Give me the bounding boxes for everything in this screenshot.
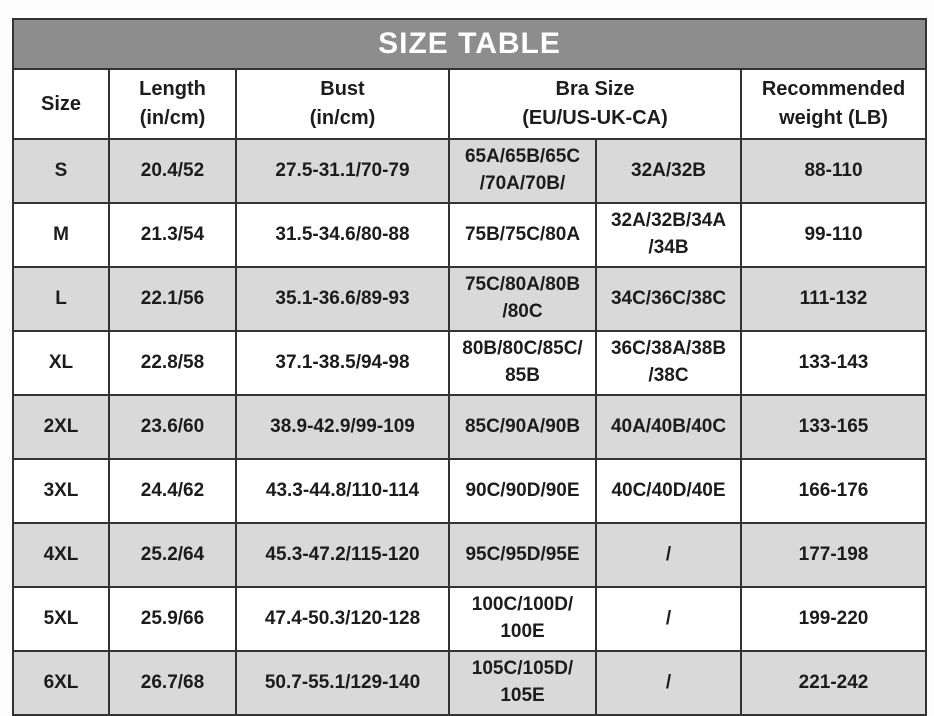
weight-cell: 221-242	[741, 651, 926, 715]
bust-cell: 47.4-50.3/120-128	[236, 587, 449, 651]
title-row	[13, 19, 926, 69]
weight-cell: 133-165	[741, 395, 926, 459]
bra-usukca-cell: /	[596, 587, 741, 651]
bra-eu-cell: 65A/65B/65C /70A/70B/	[449, 139, 596, 203]
col-header-bust-label: Bust	[320, 78, 365, 100]
col-header-bra-label: Bra Size	[555, 78, 635, 100]
length-cell: 26.7/68	[109, 651, 236, 715]
length-cell: 22.8/58	[109, 331, 236, 395]
col-header-bust	[236, 69, 449, 139]
table-row-4xl	[13, 523, 926, 587]
bra-usukca-cell: 32A/32B/34A /34B	[596, 203, 741, 267]
page-title: SIZE TABLE	[13, 19, 926, 69]
table-row-m	[13, 203, 926, 267]
bust-cell: 35.1-36.6/89-93	[236, 267, 449, 331]
size-cell: M	[13, 203, 109, 267]
weight-cell: 177-198	[741, 523, 926, 587]
bust-cell: 27.5-31.1/70-79	[236, 139, 449, 203]
size-cell: 2XL	[13, 395, 109, 459]
bust-cell: 37.1-38.5/94-98	[236, 331, 449, 395]
length-cell: 23.6/60	[109, 395, 236, 459]
bra-usukca-cell: 32A/32B	[596, 139, 741, 203]
length-cell: 21.3/54	[109, 203, 236, 267]
col-header-bust-unit: (in/cm)	[309, 107, 376, 129]
bra-usukca-cell: 40C/40D/40E	[596, 459, 741, 523]
bra-usukca-cell: /	[596, 523, 741, 587]
bra-usukca-cell: /	[596, 651, 741, 715]
col-header-size	[13, 69, 109, 139]
weight-cell: 199-220	[741, 587, 926, 651]
header-row	[13, 69, 926, 139]
bra-eu-cell: 75B/75C/80A	[449, 203, 596, 267]
bra-eu-cell: 95C/95D/95E	[449, 523, 596, 587]
bra-eu-cell: 80B/80C/85C/ 85B	[449, 331, 596, 395]
bust-cell: 45.3-47.2/115-120	[236, 523, 449, 587]
col-header-length-unit: (in/cm)	[139, 107, 206, 129]
bra-eu-cell: 100C/100D/ 100E	[449, 587, 596, 651]
bra-eu-cell: 90C/90D/90E	[449, 459, 596, 523]
col-header-weight-unit: weight (LB)	[779, 107, 888, 129]
weight-cell: 166-176	[741, 459, 926, 523]
bust-cell: 43.3-44.8/110-114	[236, 459, 449, 523]
size-table	[12, 18, 927, 716]
size-cell: 5XL	[13, 587, 109, 651]
table-row-l	[13, 267, 926, 331]
col-header-weight	[741, 69, 926, 139]
bra-eu-cell: 105C/105D/ 105E	[449, 651, 596, 715]
table-row-s	[13, 139, 926, 203]
col-header-bra-unit: (EU/US-UK-CA)	[522, 107, 668, 129]
length-cell: 22.1/56	[109, 267, 236, 331]
bra-usukca-cell: 36C/38A/38B /38C	[596, 331, 741, 395]
length-cell: 25.2/64	[109, 523, 236, 587]
length-cell: 24.4/62	[109, 459, 236, 523]
weight-cell: 99-110	[741, 203, 926, 267]
col-header-bra-size	[449, 69, 741, 139]
table-row-6xl	[13, 651, 926, 715]
bust-cell: 50.7-55.1/129-140	[236, 651, 449, 715]
col-header-weight-label: Recommended	[761, 78, 906, 100]
size-cell: L	[13, 267, 109, 331]
bra-eu-cell: 85C/90A/90B	[449, 395, 596, 459]
weight-cell: 133-143	[741, 331, 926, 395]
bust-cell: 38.9-42.9/99-109	[236, 395, 449, 459]
length-cell: 25.9/66	[109, 587, 236, 651]
table-row-3xl	[13, 459, 926, 523]
bra-eu-cell: 75C/80A/80B /80C	[449, 267, 596, 331]
size-cell: 3XL	[13, 459, 109, 523]
size-cell: XL	[13, 331, 109, 395]
length-cell: 20.4/52	[109, 139, 236, 203]
table-row-2xl	[13, 395, 926, 459]
table-row-xl	[13, 331, 926, 395]
bust-cell: 31.5-34.6/80-88	[236, 203, 449, 267]
weight-cell: 88-110	[741, 139, 926, 203]
bra-usukca-cell: 40A/40B/40C	[596, 395, 741, 459]
col-header-length-label: Length	[139, 78, 206, 100]
table-row-5xl	[13, 587, 926, 651]
col-header-length	[109, 69, 236, 139]
weight-cell: 111-132	[741, 267, 926, 331]
size-cell: S	[13, 139, 109, 203]
col-header-size-label: Size	[40, 92, 82, 115]
size-cell: 4XL	[13, 523, 109, 587]
bra-usukca-cell: 34C/36C/38C	[596, 267, 741, 331]
size-cell: 6XL	[13, 651, 109, 715]
